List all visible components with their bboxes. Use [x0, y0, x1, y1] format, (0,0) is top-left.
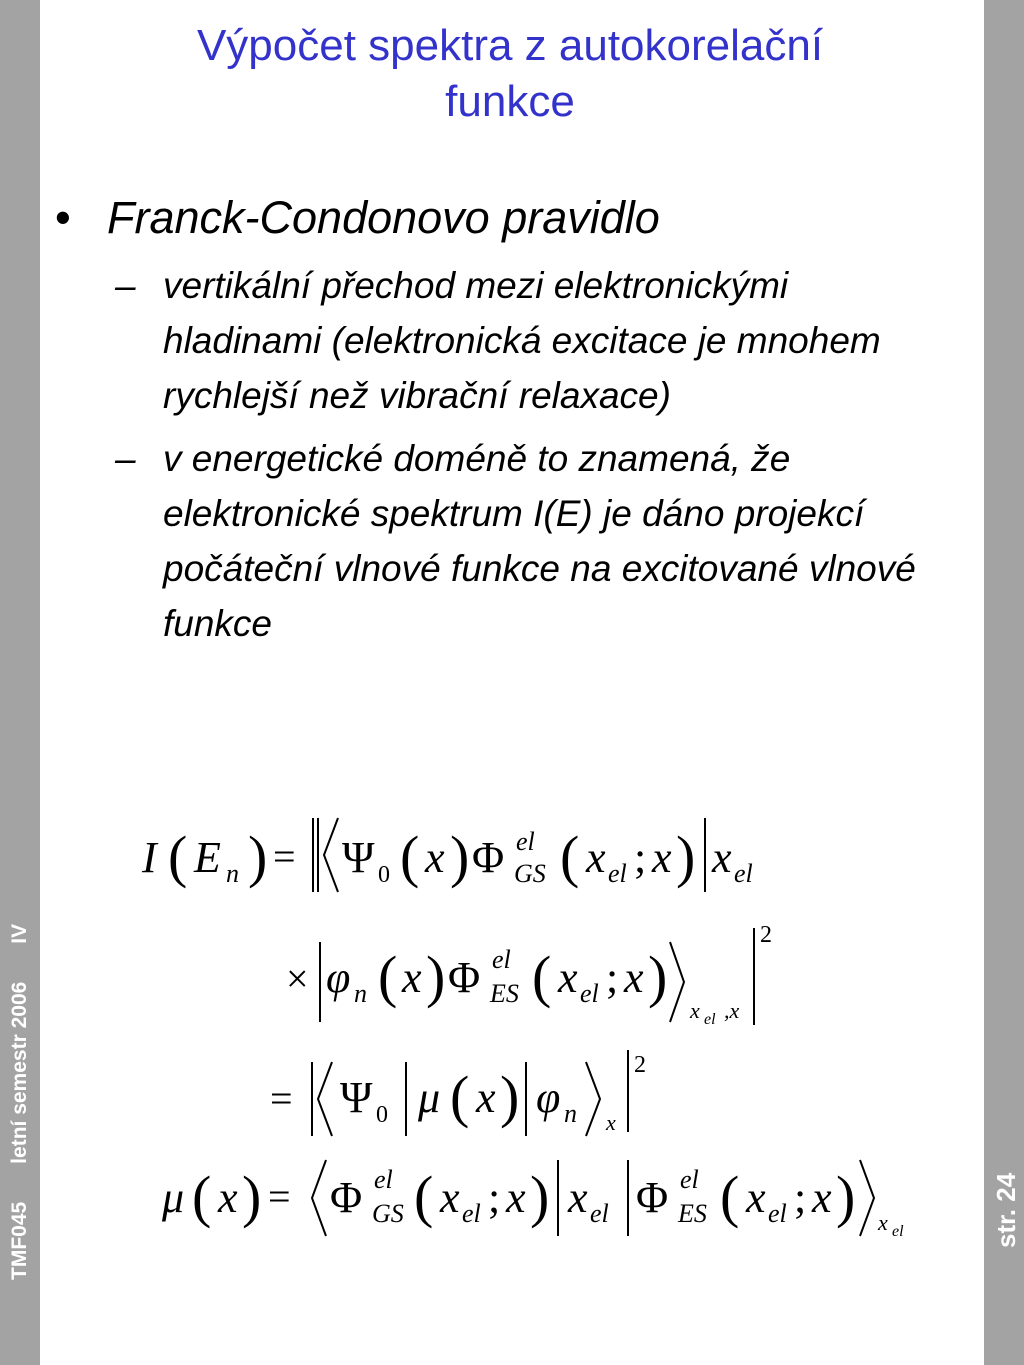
sub-item [115, 431, 955, 651]
svg-text:x: x [652, 833, 672, 882]
svg-text:el: el [374, 1165, 393, 1194]
svg-text:el: el [892, 1223, 904, 1240]
svg-text:el: el [462, 1199, 481, 1228]
svg-text:(: ( [560, 824, 580, 889]
svg-text:(: ( [450, 1064, 470, 1129]
equation-3 [161, 1160, 904, 1240]
svg-text:el: el [580, 979, 599, 1008]
svg-text:x: x [558, 953, 578, 1002]
svg-text:x: x [878, 1210, 888, 1235]
svg-text:=: = [270, 1076, 293, 1121]
svg-text:el: el [768, 1199, 787, 1228]
svg-text:0: 0 [378, 862, 390, 888]
part-number: IV [8, 923, 31, 944]
svg-text:): ) [426, 944, 446, 1009]
sub-item-text: v energetické doméně to znamená, že elektronické spektrum I(E) je dáno projekcí počáteční vlnové funkce na excitované vlnové funkce [163, 438, 916, 644]
svg-text:2: 2 [760, 922, 772, 948]
svg-text:): ) [836, 1164, 856, 1229]
svg-text:(: ( [168, 824, 188, 889]
svg-text:φ: φ [536, 1073, 561, 1122]
svg-text:;: ; [794, 1173, 807, 1222]
svg-text:x: x [218, 1173, 238, 1222]
right-sidebar [984, 0, 1024, 1365]
svg-text:x: x [425, 833, 445, 882]
svg-text:Φ: Φ [330, 1173, 363, 1222]
svg-text:2: 2 [634, 1052, 646, 1078]
svg-text:ES: ES [678, 1199, 707, 1228]
footer-course-info [8, 924, 32, 1280]
svg-text:x: x [440, 1173, 460, 1222]
svg-text:n: n [226, 859, 239, 888]
course-code: TMF045 [8, 1201, 31, 1280]
svg-text:μ: μ [418, 1073, 441, 1122]
svg-text:ES: ES [490, 979, 519, 1008]
svg-text:(: ( [720, 1164, 740, 1229]
svg-text:Ψ: Ψ [342, 833, 375, 882]
svg-text:n: n [354, 979, 367, 1008]
bullet-mark: • [55, 192, 71, 243]
page-number: str. 24 [991, 1172, 1021, 1248]
sub-item-text: vertikální přechod mezi elektronickými hladinami (elektronická excitace je mnohem rychlejší než vibrační relaxace) [163, 265, 881, 416]
svg-text:): ) [676, 824, 696, 889]
svg-text:;: ; [606, 953, 619, 1002]
semester: letní semestr 2006 [8, 981, 31, 1164]
svg-text:x: x [476, 1073, 496, 1122]
bullet-item [55, 190, 955, 246]
svg-text:(: ( [414, 1164, 434, 1229]
svg-text:x: x [506, 1173, 526, 1222]
svg-text:;: ; [634, 833, 647, 882]
svg-text:(: ( [400, 824, 420, 889]
svg-text:0: 0 [376, 1102, 388, 1128]
slide-title [60, 18, 960, 130]
equation-1 [141, 818, 753, 892]
svg-text:el: el [734, 859, 753, 888]
slide-content [55, 190, 955, 651]
svg-text:x: x [586, 833, 606, 882]
svg-text:): ) [500, 1064, 520, 1129]
svg-text:Φ: Φ [448, 953, 481, 1002]
svg-text:x: x [606, 1110, 616, 1135]
svg-text:Φ: Φ [636, 1173, 669, 1222]
svg-text:×: × [286, 956, 309, 1001]
svg-text:(: ( [532, 944, 552, 1009]
svg-text:el: el [680, 1165, 699, 1194]
svg-text:x: x [624, 953, 644, 1002]
svg-text:E: E [194, 833, 221, 882]
bullet-text: Franck-Condonovo pravidlo [107, 192, 660, 243]
svg-text:el: el [704, 1011, 716, 1028]
svg-text:(: ( [378, 944, 398, 1009]
svg-text:GS: GS [514, 859, 546, 888]
title-line-2: funkce [445, 77, 575, 126]
dash-mark: – [115, 438, 136, 479]
svg-text:I: I [142, 833, 157, 882]
svg-text:): ) [648, 944, 668, 1009]
svg-text:x: x [402, 953, 422, 1002]
svg-text:): ) [248, 824, 268, 889]
equation-2 [270, 1050, 646, 1136]
sub-item [115, 258, 955, 423]
svg-text:=: = [268, 1174, 291, 1219]
dash-mark: – [115, 265, 136, 306]
equations-block [130, 800, 950, 1260]
svg-text:el: el [516, 827, 535, 856]
svg-text:φ: φ [326, 953, 351, 1002]
svg-text:,x: ,x [724, 998, 740, 1023]
svg-text:n: n [564, 1099, 577, 1128]
svg-text:el: el [590, 1199, 609, 1228]
svg-text:Ψ: Ψ [340, 1073, 373, 1122]
svg-text:(: ( [192, 1164, 212, 1229]
svg-text:;: ; [488, 1173, 501, 1222]
svg-text:el: el [608, 859, 627, 888]
svg-text:=: = [273, 834, 296, 879]
svg-text:Φ: Φ [472, 833, 505, 882]
svg-text:GS: GS [372, 1199, 404, 1228]
title-line-1: Výpočet spektra z autokorelační [196, 21, 824, 70]
svg-text:el: el [492, 945, 511, 974]
equation-1-continuation [286, 922, 772, 1028]
svg-text:x: x [712, 833, 732, 882]
svg-text:x: x [746, 1173, 766, 1222]
svg-text:μ: μ [162, 1173, 185, 1222]
svg-text:): ) [242, 1164, 262, 1229]
svg-text:): ) [450, 824, 470, 889]
svg-text:x: x [690, 998, 700, 1023]
svg-text:x: x [812, 1173, 832, 1222]
svg-text:x: x [568, 1173, 588, 1222]
svg-text:): ) [530, 1164, 550, 1229]
